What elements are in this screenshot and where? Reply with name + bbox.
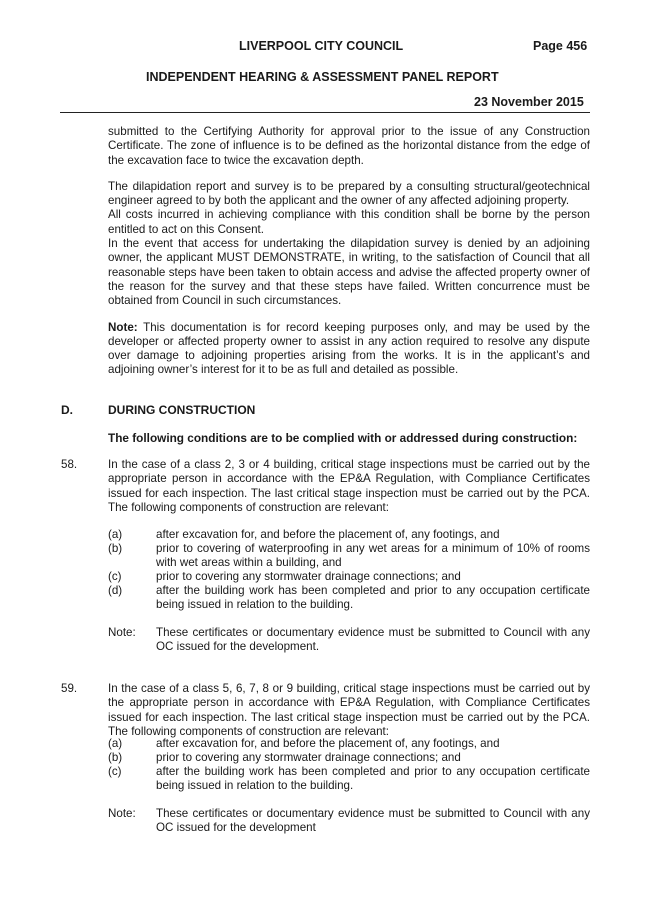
intro-paragraph-1: submitted to the Certifying Authority for approval prior to the issue of any Construction Certificate. The zone of influence is to be defined as the horizontal distance from the edge of the excavation face to twice the excavation depth. bbox=[108, 125, 590, 167]
intro-paragraph-4: In the event that access for undertaking the dilapidation survey is denied by an adjoining owner, the applicant MUST DEMONSTRATE, in writing, to the satisfaction of Council that all reasonable steps have been taken to obtain access and advise the affected property owner of the reason for the survey and that these steps have failed. Written concurrence must be obtained from Council in such circumstances. bbox=[108, 237, 590, 308]
report-date: 23 November 2015 bbox=[474, 95, 584, 109]
condition-59 bbox=[61, 682, 590, 739]
condition-58-text: In the case of a class 2, 3 or 4 building, critical stage inspections must be carried out by the appropriate person in accordance with the EP&A Regulation, with Compliance Certificates issued for each inspection. The last critical stage inspection must be carried out by the PCA. The following components of construction are relevant: bbox=[108, 458, 590, 514]
note-text: These certificates or documentary evidence must be submitted to Council with any OC issued for the development. bbox=[156, 626, 590, 654]
list-item-label: (b) bbox=[108, 542, 123, 555]
intro-block bbox=[108, 125, 590, 378]
condition-58-note bbox=[108, 626, 590, 655]
list-item-text: after the building work has been completed and prior to any occupation certificate being issued in relation to the building. bbox=[156, 584, 590, 612]
list-item-label: (d) bbox=[108, 584, 123, 597]
note-label: Note: bbox=[108, 807, 136, 820]
list-item-text: after excavation for, and before the placement of, any footings, and bbox=[156, 528, 500, 541]
report-title: INDEPENDENT HEARING & ASSESSMENT PANEL REPORT bbox=[146, 70, 499, 84]
list-item-label: (c) bbox=[108, 570, 122, 583]
list-item bbox=[108, 542, 590, 571]
list-item bbox=[108, 584, 590, 613]
list-item-text: after excavation for, and before the placement of, any footings, and bbox=[156, 737, 500, 750]
condition-59-number: 59. bbox=[61, 682, 78, 695]
list-item-text: prior to covering any stormwater drainage connections; and bbox=[156, 751, 461, 764]
list-item bbox=[108, 528, 590, 542]
list-item-text: prior to covering of waterproofing in any wet areas for a minimum of 10% of rooms with wet areas within a building, and bbox=[156, 542, 590, 570]
intro-paragraph-3: All costs incurred in achieving compliance with this condition shall be borne by the person entitled to act on this Consent. bbox=[108, 208, 590, 236]
intro-note-text: This documentation is for record keeping purposes only, and may be used by the developer or affected property owner to assist in any action required to resolve any dispute over damage to adjoining properties arising from the works. It is in the applicant’s and adjoining owner’s interest for it to be as full and detailed as possible. bbox=[108, 320, 590, 377]
section-letter: D. bbox=[61, 403, 73, 417]
list-item-text: prior to covering any stormwater drainage connections; and bbox=[156, 570, 461, 583]
list-item-label: (a) bbox=[108, 528, 123, 541]
intro-note bbox=[108, 321, 590, 378]
list-item bbox=[108, 570, 590, 584]
page-number: Page 456 bbox=[533, 39, 588, 53]
list-item-text: after the building work has been completed and prior to any occupation certificate being issued in relation to the building. bbox=[156, 765, 590, 793]
condition-58-number: 58. bbox=[61, 458, 78, 471]
condition-59-text: In the case of a class 5, 6, 7, 8 or 9 building, critical stage inspections must be carried out by the appropriate person in accordance with EP&A Regulation, with Compliance Certificates issued for each inspection. The last critical stage inspection must be carried out by the PCA. The following components of construction are relevant: bbox=[108, 682, 590, 738]
list-item bbox=[108, 765, 590, 794]
intro-note-label: Note: bbox=[108, 320, 138, 334]
list-item bbox=[108, 751, 590, 765]
intro-paragraph-2: The dilapidation report and survey is to be prepared by a consulting structural/geotechnical engineer agreed to by both the applicant and the owner of any affected adjoining property. bbox=[108, 179, 590, 208]
condition-58 bbox=[61, 458, 590, 515]
section-subtitle: The following conditions are to be complied with or addressed during construction: bbox=[108, 431, 578, 445]
list-item-label: (a) bbox=[108, 737, 123, 750]
list-item bbox=[108, 737, 590, 751]
note-label: Note: bbox=[108, 626, 136, 639]
header-rule bbox=[60, 112, 590, 113]
condition-59-note bbox=[108, 807, 590, 836]
council-name: LIVERPOOL CITY COUNCIL bbox=[239, 39, 404, 53]
section-title: DURING CONSTRUCTION bbox=[108, 403, 256, 417]
list-item-label: (b) bbox=[108, 751, 123, 764]
list-item-label: (c) bbox=[108, 765, 122, 778]
note-text: These certificates or documentary evidence must be submitted to Council with any OC issued for the development bbox=[156, 807, 590, 835]
